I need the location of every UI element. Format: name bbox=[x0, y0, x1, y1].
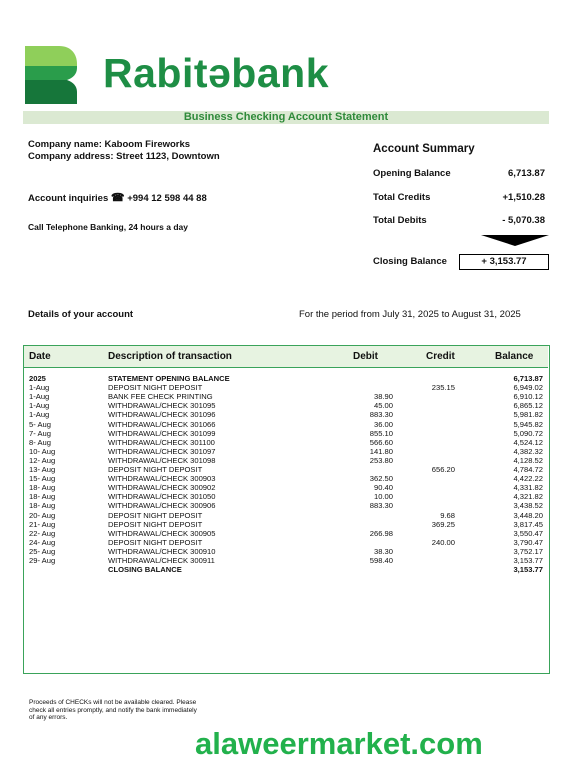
statement-title: Business Checking Account Statement bbox=[23, 111, 549, 124]
cell-balance: 4,382.32 bbox=[513, 446, 543, 456]
cell-balance: 4,331.82 bbox=[513, 483, 543, 493]
cell-balance: 4,784.72 bbox=[513, 465, 543, 474]
cell-date: 20- Aug bbox=[29, 510, 56, 520]
cell-date: 18- Aug bbox=[29, 501, 56, 511]
cell-description: WITHDRAWAL/CHECK 301050 bbox=[108, 492, 216, 502]
arrow-down-icon bbox=[481, 235, 549, 246]
total-debits-label: Total Debits bbox=[373, 215, 427, 226]
cell-debit: 362.50 bbox=[369, 474, 393, 484]
total-credits-row bbox=[373, 192, 545, 203]
cell-date: 1-Aug bbox=[29, 392, 50, 402]
header-debit: Debit bbox=[353, 351, 378, 362]
table-row bbox=[0, 383, 561, 392]
cell-description: DEPOSIT NIGHT DEPOSIT bbox=[108, 519, 203, 529]
table-row bbox=[0, 547, 561, 556]
cell-description: WITHDRAWAL/CHECK 301066 bbox=[108, 419, 216, 429]
table-row bbox=[0, 410, 561, 419]
inquiries-label: Account inquiries bbox=[28, 193, 109, 204]
statement-period: For the period from July 31, 2025 to August 31, 2025 bbox=[299, 309, 521, 320]
cell-date: 8- Aug bbox=[29, 437, 51, 447]
cell-description: BANK FEE CHECK PRINTING bbox=[108, 392, 213, 402]
cell-credit: 240.00 bbox=[431, 537, 455, 547]
cell-description: WITHDRAWAL/CHECK 301096 bbox=[108, 410, 216, 420]
cell-description: DEPOSIT NIGHT DEPOSIT bbox=[108, 510, 203, 520]
cell-description: DEPOSIT NIGHT DEPOSIT bbox=[108, 537, 203, 547]
cell-debit: 883.30 bbox=[369, 410, 393, 420]
header-date: Date bbox=[29, 351, 51, 362]
total-debits-value: - 5,070.38 bbox=[502, 215, 545, 226]
cell-balance: 4,321.82 bbox=[513, 492, 543, 502]
cell-description: WITHDRAWAL/CHECK 300910 bbox=[108, 546, 216, 556]
cell-date: 13- Aug bbox=[29, 465, 56, 474]
table-row bbox=[0, 501, 561, 510]
table-row bbox=[0, 565, 561, 574]
table-row bbox=[0, 556, 561, 565]
cell-balance: 3,448.20 bbox=[513, 510, 543, 520]
cell-balance: 3,817.45 bbox=[513, 519, 543, 529]
cell-balance: 3,752.17 bbox=[513, 546, 543, 556]
cell-description: WITHDRAWAL/CHECK 300911 bbox=[108, 556, 215, 565]
cell-debit: 566.60 bbox=[369, 437, 393, 447]
cell-balance: 3,153.77 bbox=[513, 565, 543, 575]
footnote: Proceeds of CHECKs will not be available cleared. Please check all entries promptly, and notify the bank immediately of any errors. bbox=[29, 699, 197, 721]
cell-description: WITHDRAWAL/CHECK 300902 bbox=[108, 483, 216, 493]
cell-date: 25- Aug bbox=[29, 546, 56, 556]
table-row bbox=[0, 492, 561, 501]
cell-description: WITHDRAWAL/CHECK 300905 bbox=[108, 528, 216, 538]
cell-debit: 10.00 bbox=[373, 492, 393, 502]
cell-balance: 3,153.77 bbox=[513, 556, 543, 565]
header-balance: Balance bbox=[495, 351, 534, 362]
total-debits-row bbox=[373, 215, 545, 226]
cell-date: 18- Aug bbox=[29, 483, 56, 493]
cell-description: WITHDRAWAL/CHECK 301100 bbox=[108, 437, 215, 447]
company-address: Company address: Street 1123, Downtown bbox=[28, 151, 220, 162]
cell-description: STATEMENT OPENING BALANCE bbox=[108, 374, 230, 383]
cell-description: WITHDRAWAL/CHECK 301098 bbox=[108, 455, 216, 465]
table-row bbox=[0, 401, 561, 410]
total-credits-label: Total Credits bbox=[373, 192, 431, 203]
telephone-banking: Call Telephone Banking, 24 hours a day bbox=[28, 222, 188, 232]
cell-description: WITHDRAWAL/CHECK 301095 bbox=[108, 401, 216, 411]
table-row bbox=[0, 511, 561, 520]
cell-balance: 3,550.47 bbox=[513, 528, 543, 538]
cell-date: 10- Aug bbox=[29, 446, 56, 456]
table-row bbox=[0, 474, 561, 483]
bank-name: Rabitəbank bbox=[103, 50, 329, 96]
account-summary-title: Account Summary bbox=[373, 143, 475, 155]
cell-description: CLOSING BALANCE bbox=[108, 565, 182, 575]
cell-date: 1-Aug bbox=[29, 383, 50, 393]
cell-debit: 598.40 bbox=[369, 556, 393, 565]
cell-balance: 5,945.82 bbox=[513, 419, 543, 429]
bank-logo-icon bbox=[23, 44, 79, 106]
table-row bbox=[0, 438, 561, 447]
cell-date: 7- Aug bbox=[29, 428, 51, 438]
cell-date: 29- Aug bbox=[29, 556, 56, 565]
company-name: Company name: Kaboom Fireworks bbox=[28, 139, 191, 150]
cell-debit: 90.40 bbox=[373, 483, 393, 493]
cell-description: DEPOSIT NIGHT DEPOSIT bbox=[108, 465, 203, 474]
cell-description: DEPOSIT NIGHT DEPOSIT bbox=[108, 383, 203, 393]
watermark: alaweermarket.com bbox=[195, 726, 483, 761]
cell-date: 24- Aug bbox=[29, 537, 56, 547]
cell-debit: 883.30 bbox=[369, 501, 393, 511]
table-row bbox=[0, 392, 561, 401]
cell-debit: 38.90 bbox=[373, 392, 393, 402]
cell-description: WITHDRAWAL/CHECK 300906 bbox=[108, 501, 216, 511]
header-description: Description of transaction bbox=[108, 351, 232, 362]
account-inquiries bbox=[28, 191, 207, 204]
cell-credit: 9.68 bbox=[440, 510, 455, 520]
cell-balance: 6,865.12 bbox=[513, 401, 543, 411]
cell-balance: 4,422.22 bbox=[513, 474, 543, 484]
cell-balance: 6,910.12 bbox=[513, 392, 543, 402]
cell-description: WITHDRAWAL/CHECK 301099 bbox=[108, 428, 216, 438]
cell-date: 12- Aug bbox=[29, 455, 56, 465]
opening-balance-value: 6,713.87 bbox=[508, 168, 545, 179]
cell-credit: 369.25 bbox=[431, 519, 455, 529]
cell-debit: 36.00 bbox=[373, 419, 393, 429]
cell-credit: 235.15 bbox=[431, 383, 455, 393]
cell-credit: 656.20 bbox=[431, 465, 455, 474]
cell-balance: 5,090.72 bbox=[513, 428, 543, 438]
cell-date: 5- Aug bbox=[29, 419, 51, 429]
cell-balance: 3,438.52 bbox=[513, 501, 543, 511]
table-row bbox=[0, 520, 561, 529]
header-credit: Credit bbox=[426, 351, 455, 362]
cell-balance: 4,524.12 bbox=[513, 437, 543, 447]
total-credits-value: +1,510.28 bbox=[502, 192, 545, 203]
table-row bbox=[0, 420, 561, 429]
cell-balance: 6,949.02 bbox=[513, 383, 543, 393]
inquiries-phone: +994 12 598 44 88 bbox=[127, 193, 207, 204]
closing-balance-label: Closing Balance bbox=[373, 256, 447, 267]
table-row bbox=[0, 429, 561, 438]
cell-debit: 253.80 bbox=[369, 455, 393, 465]
cell-date: 1-Aug bbox=[29, 401, 50, 411]
cell-balance: 6,713.87 bbox=[513, 374, 543, 383]
table-row bbox=[0, 529, 561, 538]
details-heading: Details of your account bbox=[28, 309, 134, 320]
cell-date: 15- Aug bbox=[29, 474, 56, 484]
cell-debit: 45.00 bbox=[373, 401, 393, 411]
cell-description: WITHDRAWAL/CHECK 300903 bbox=[108, 474, 216, 484]
cell-date: 1-Aug bbox=[29, 410, 50, 420]
cell-debit: 855.10 bbox=[369, 428, 393, 438]
table-row bbox=[0, 447, 561, 456]
cell-debit: 141.80 bbox=[369, 446, 393, 456]
table-row bbox=[0, 456, 561, 465]
cell-date: 22- Aug bbox=[29, 528, 56, 538]
table-header bbox=[24, 346, 548, 368]
cell-balance: 5,981.82 bbox=[513, 410, 543, 420]
table-row bbox=[0, 465, 561, 474]
telephone-icon: ☎ bbox=[110, 192, 125, 204]
cell-date: 18- Aug bbox=[29, 492, 56, 502]
cell-balance: 4,128.52 bbox=[513, 455, 543, 465]
opening-balance-label: Opening Balance bbox=[373, 168, 451, 179]
opening-balance-row bbox=[373, 168, 545, 179]
closing-balance-value: + 3,153.77 bbox=[459, 254, 549, 270]
table-row bbox=[0, 538, 561, 547]
table-row bbox=[0, 483, 561, 492]
cell-balance: 3,790.47 bbox=[513, 537, 543, 547]
cell-description: WITHDRAWAL/CHECK 301097 bbox=[108, 446, 216, 456]
cell-date: 21- Aug bbox=[29, 519, 56, 529]
table-row bbox=[0, 374, 561, 383]
cell-date: 2025 bbox=[29, 374, 46, 383]
cell-debit: 266.98 bbox=[369, 528, 393, 538]
cell-debit: 38.30 bbox=[373, 546, 393, 556]
